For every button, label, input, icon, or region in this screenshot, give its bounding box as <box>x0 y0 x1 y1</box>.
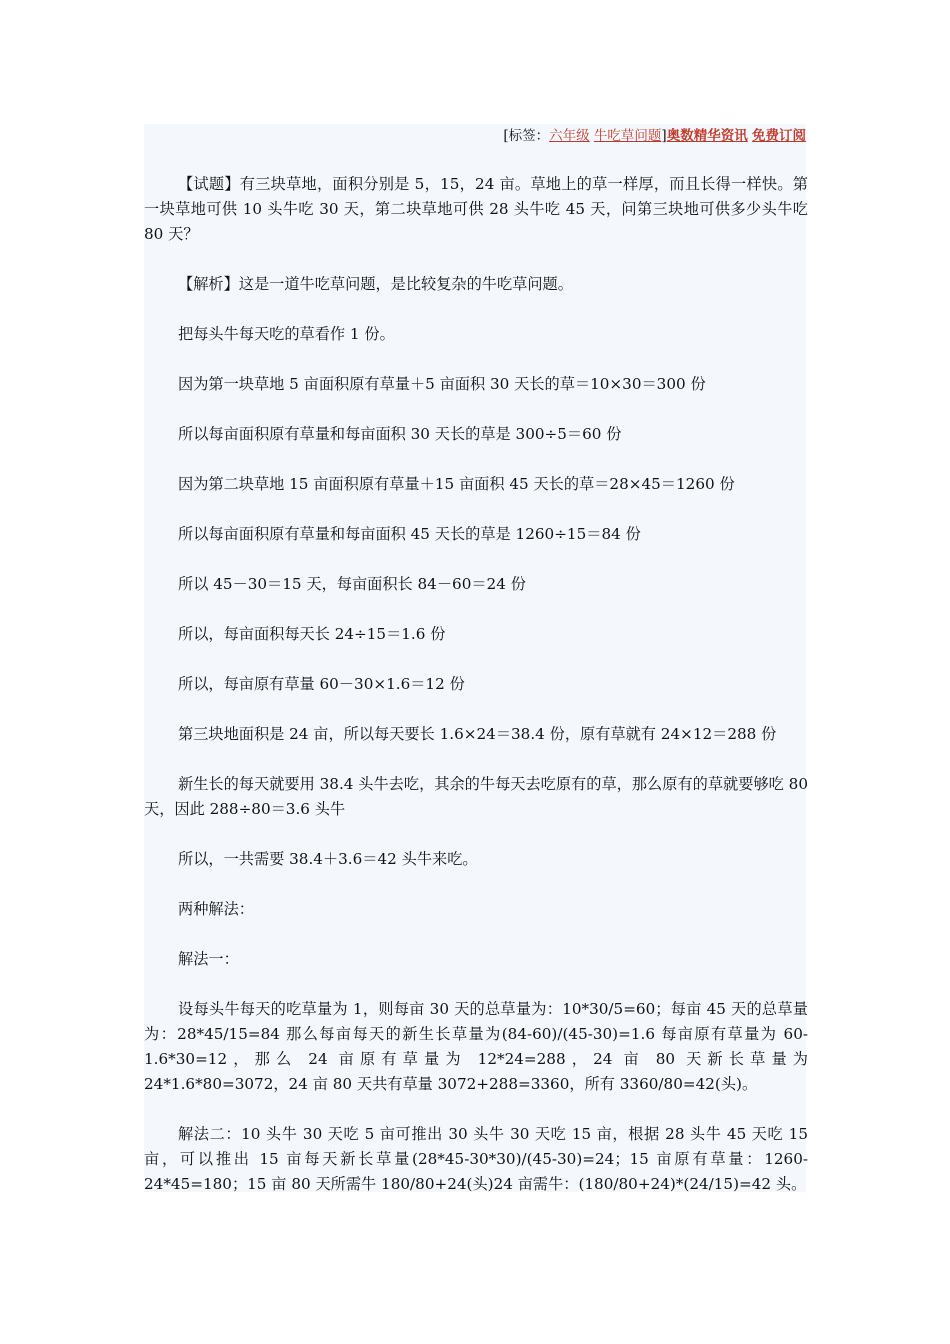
tag-link-cow-grass[interactable]: 牛吃草问题 <box>593 128 662 144</box>
tag-bar <box>503 127 806 145</box>
solution-line: 所以，每亩面积每天长 24÷15＝1.6 份 <box>178 625 446 643</box>
news-link[interactable]: 奥数精华资讯 <box>666 128 748 144</box>
solution-line: 把每头牛每天吃的草看作 1 份。 <box>178 325 395 343</box>
method-one-paragraph: 设每头牛每天的吃草量为 1，则每亩 30 天的总草量为：10*30/5=60；每亩 45 天的总草量为：28*45/15=84 那么每亩每天的新生长草量为(84-60)/(45-30)=1.6 每亩原有草量为 60-1.6*30=12，那么 24 亩原有草量为 12*24=288，24 亩 80 天新长草量为 24*1.6*80=3072，24 亩 80 天共有草量 3072+288=3360，所有 3360/80=42(头)。 <box>144 1000 808 1093</box>
solution-line: 所以，每亩原有草量 60－30×1.6＝12 份 <box>178 675 465 693</box>
solution-line: 所以，一共需要 38.4＋3.6＝42 头牛来吃。 <box>178 850 478 868</box>
tag-prefix: [标签： <box>503 128 550 144</box>
solution-line: 因为第一块草地 5 亩面积原有草量＋5 亩面积 30 天长的草＝10×30＝300 份 <box>178 375 706 393</box>
method-two-paragraph: 解法二：10 头牛 30 天吃 5 亩可推出 30 头牛 30 天吃 15 亩，根据 28 头牛 45 天吃 15 亩，可以推出 15 亩每天新长草量(28*45-30*30)/(45-30)=24；15 亩原有草量：1260-24*45=180；15 亩 80 天所需牛 180/80+24(头)24 亩需牛：(180/80+24)*(24/15)=42 头。 <box>144 1125 808 1193</box>
article-body <box>144 172 808 1222</box>
method-one-heading: 解法一： <box>178 950 239 968</box>
tag-separator: ] <box>661 128 667 144</box>
analysis-paragraph: 【解析】这是一道牛吃草问题，是比较复杂的牛吃草问题。 <box>178 275 573 293</box>
solution-line: 所以 45－30＝15 天，每亩面积长 84－60＝24 份 <box>178 575 526 593</box>
solution-line: 因为第二块草地 15 亩面积原有草量＋15 亩面积 45 天长的草＝28×45＝1260 份 <box>178 475 735 493</box>
methods-heading: 两种解法： <box>178 900 254 918</box>
question-paragraph: 【试题】有三块草地，面积分别是 5，15，24 亩。草地上的草一样厚，而且长得一样快。第一块草地可供 10 头牛吃 30 天，第二块草地可供 28 头牛吃 45 天，问第三块地可供多少头牛吃 80 天？ <box>144 175 808 243</box>
subscribe-link[interactable]: 免费订阅 <box>752 128 806 144</box>
solution-line: 新生长的每天就要用 38.4 头牛去吃，其余的牛每天去吃原有的草，那么原有的草就要够吃 80 天，因此 288÷80＝3.6 头牛 <box>144 775 808 818</box>
solution-line: 所以每亩面积原有草量和每亩面积 45 天长的草是 1260÷15＝84 份 <box>178 525 641 543</box>
solution-line: 第三块地面积是 24 亩，所以每天要长 1.6×24＝38.4 份，原有草就有 24×12＝288 份 <box>178 725 777 743</box>
solution-line: 所以每亩面积原有草量和每亩面积 30 天长的草是 300÷5＝60 份 <box>178 425 622 443</box>
tag-link-grade6[interactable]: 六年级 <box>549 128 590 144</box>
